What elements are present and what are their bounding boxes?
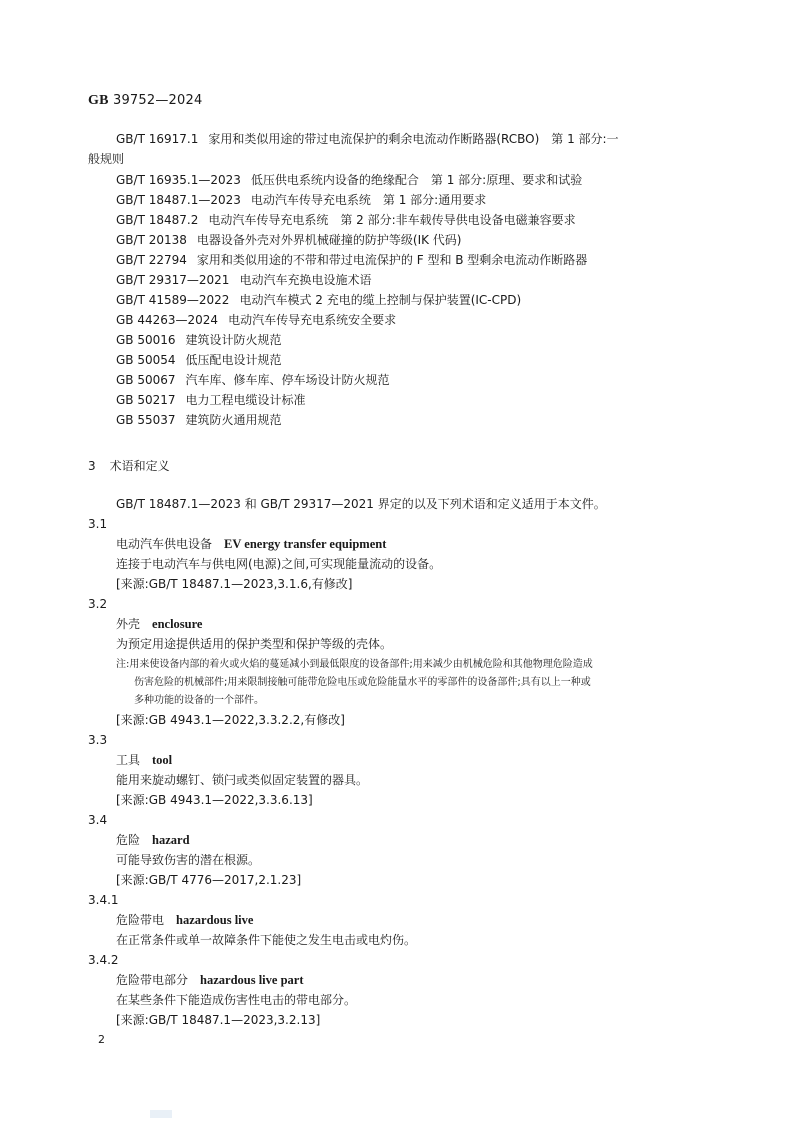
reference-title: 电动汽车传导充电系统 第 2 部分:非车载传导供电设备电磁兼容要求	[208, 213, 576, 227]
term-en: EV energy transfer equipment	[224, 537, 387, 551]
reference-code: GB/T 29317—2021	[116, 273, 230, 287]
term-zh: 危险	[116, 833, 141, 847]
term-title	[116, 752, 172, 768]
term-zh: 电动汽车供电设备	[116, 537, 213, 551]
section-number: 3	[88, 459, 96, 473]
term-title	[116, 616, 202, 632]
reference-item	[116, 352, 282, 368]
reference-code: GB 50016	[116, 333, 176, 347]
reference-title: 电器设备外壳对外界机械碰撞的防护等级(IK 代码)	[196, 233, 462, 247]
reference-code: GB/T 18487.2	[116, 213, 199, 227]
reference-title: 汽车库、修车库、停车场设计防火规范	[185, 373, 390, 387]
reference-item	[116, 332, 282, 348]
reference-code: GB/T 41589—2022	[116, 293, 230, 307]
reference-item	[116, 192, 486, 208]
note-text-line2: 伤害危险的机械部件;用来限制接触可能带危险电压或危险能量水平的零部件的设备部件;具有以上一种或	[134, 677, 591, 688]
reference-code: GB/T 20138	[116, 233, 187, 247]
term-title	[116, 536, 386, 552]
reference-title: 般规则	[88, 152, 125, 166]
reference-item	[116, 131, 619, 147]
reference-item	[116, 372, 390, 388]
term-title	[116, 912, 253, 928]
term-definition: 在正常条件或单一故障条件下能使之发生电击或电灼伤。	[116, 933, 417, 947]
term-number: 3.4	[88, 813, 108, 827]
reference-title: 建筑防火通用规范	[185, 413, 282, 427]
term-source: [来源:GB/T 4776—2017,2.1.23]	[116, 873, 302, 887]
term-number: 3.4.1	[88, 893, 119, 907]
section-title: 术语和定义	[109, 459, 170, 473]
reference-item	[116, 312, 396, 328]
reference-code: GB 50217	[116, 393, 176, 407]
reference-title: 电动汽车传导充电系统安全要求	[228, 313, 397, 327]
term-source: [来源:GB 4943.1—2022,3.3.6.13]	[116, 793, 313, 807]
term-number: 3.3	[88, 733, 108, 747]
reference-item	[116, 252, 587, 268]
term-en: enclosure	[152, 617, 203, 631]
reference-title: 电力工程电缆设计标准	[185, 393, 306, 407]
reference-title: 电动汽车充换电设施术语	[239, 273, 372, 287]
standard-number: 39752—2024	[112, 93, 203, 108]
reference-title: 建筑设计防火规范	[185, 333, 282, 347]
reference-title: 家用和类似用途的不带和带过电流保护的 F 型和 B 型剩余电流动作断路器	[196, 253, 588, 267]
term-zh: 危险带电	[116, 913, 165, 927]
reference-item	[116, 392, 306, 408]
term-number: 3.2	[88, 597, 108, 611]
term-zh: 危险带电部分	[116, 973, 189, 987]
reference-code: GB 55037	[116, 413, 176, 427]
term-number: 3.4.2	[88, 953, 119, 967]
section-intro: GB/T 18487.1—2023 和 GB/T 29317—2021 界定的以及下列术语和定义适用于本文件。	[116, 497, 606, 511]
reference-title: 电动汽车模式 2 充电的缆上控制与保护装置(IC-CPD)	[239, 293, 522, 307]
section-heading	[88, 457, 170, 474]
standard-prefix: GB	[88, 93, 109, 108]
term-definition: 能用来旋动螺钉、锁闩或类似固定装置的器具。	[116, 773, 369, 787]
term-definition: 在某些条件下能造成伤害性电击的带电部分。	[116, 993, 357, 1007]
note-text-line1: 用来使设备内部的着火或火焰的蔓延减小到最低限度的设备部件;用来减少由机械危险和其他物理危险造成	[129, 659, 593, 670]
term-note	[116, 656, 706, 710]
page-number: 2	[98, 1033, 105, 1046]
reference-code: GB/T 22794	[116, 253, 187, 267]
reference-item	[116, 272, 371, 288]
term-en: hazardous live part	[200, 973, 304, 987]
term-source: [来源:GB/T 18487.1—2023,3.2.13]	[116, 1013, 321, 1027]
reference-code: GB/T 18487.1—2023	[116, 193, 241, 207]
term-definition: 可能导致伤害的潜在根源。	[116, 853, 261, 867]
term-en: hazard	[152, 833, 190, 847]
reference-title: 低压供电系统内设备的绝缘配合 第 1 部分:原理、要求和试验	[250, 173, 583, 187]
term-zh: 外壳	[116, 617, 141, 631]
term-number: 3.1	[88, 517, 108, 531]
reference-title: 低压配电设计规范	[185, 353, 282, 367]
term-zh: 工具	[116, 753, 141, 767]
note-text-line3: 多种功能的设备的一个部件。	[134, 695, 264, 706]
term-title	[116, 832, 190, 848]
term-title	[116, 972, 304, 988]
term-en: tool	[152, 753, 173, 767]
reference-title: 电动汽车传导充电系统 第 1 部分:通用要求	[250, 193, 487, 207]
reference-item	[116, 412, 282, 428]
note-label: 注:	[116, 659, 130, 670]
reference-code: GB/T 16935.1—2023	[116, 173, 241, 187]
reference-item	[116, 172, 582, 188]
term-en: hazardous live	[176, 913, 254, 927]
reference-item	[116, 232, 462, 248]
term-source: [来源:GB 4943.1—2022,3.3.2.2,有修改]	[116, 713, 345, 727]
reference-item-continuation	[88, 151, 124, 167]
term-source: [来源:GB/T 18487.1—2023,3.1.6,有修改]	[116, 577, 353, 591]
standard-header	[88, 93, 202, 109]
reference-code: GB/T 16917.1	[116, 132, 199, 146]
term-definition: 为预定用途提供适用的保护类型和保护等级的壳体。	[116, 637, 393, 651]
reference-item	[116, 212, 576, 228]
reference-item	[116, 292, 521, 308]
scan-artifact	[150, 1110, 172, 1118]
reference-code: GB 44263—2024	[116, 313, 219, 327]
term-definition: 连接于电动汽车与供电网(电源)之间,可实现能量流动的设备。	[116, 557, 442, 571]
reference-title: 家用和类似用途的带过电流保护的剩余电流动作断路器(RCBO) 第 1 部分:一	[208, 132, 619, 146]
reference-code: GB 50067	[116, 373, 176, 387]
reference-code: GB 50054	[116, 353, 176, 367]
